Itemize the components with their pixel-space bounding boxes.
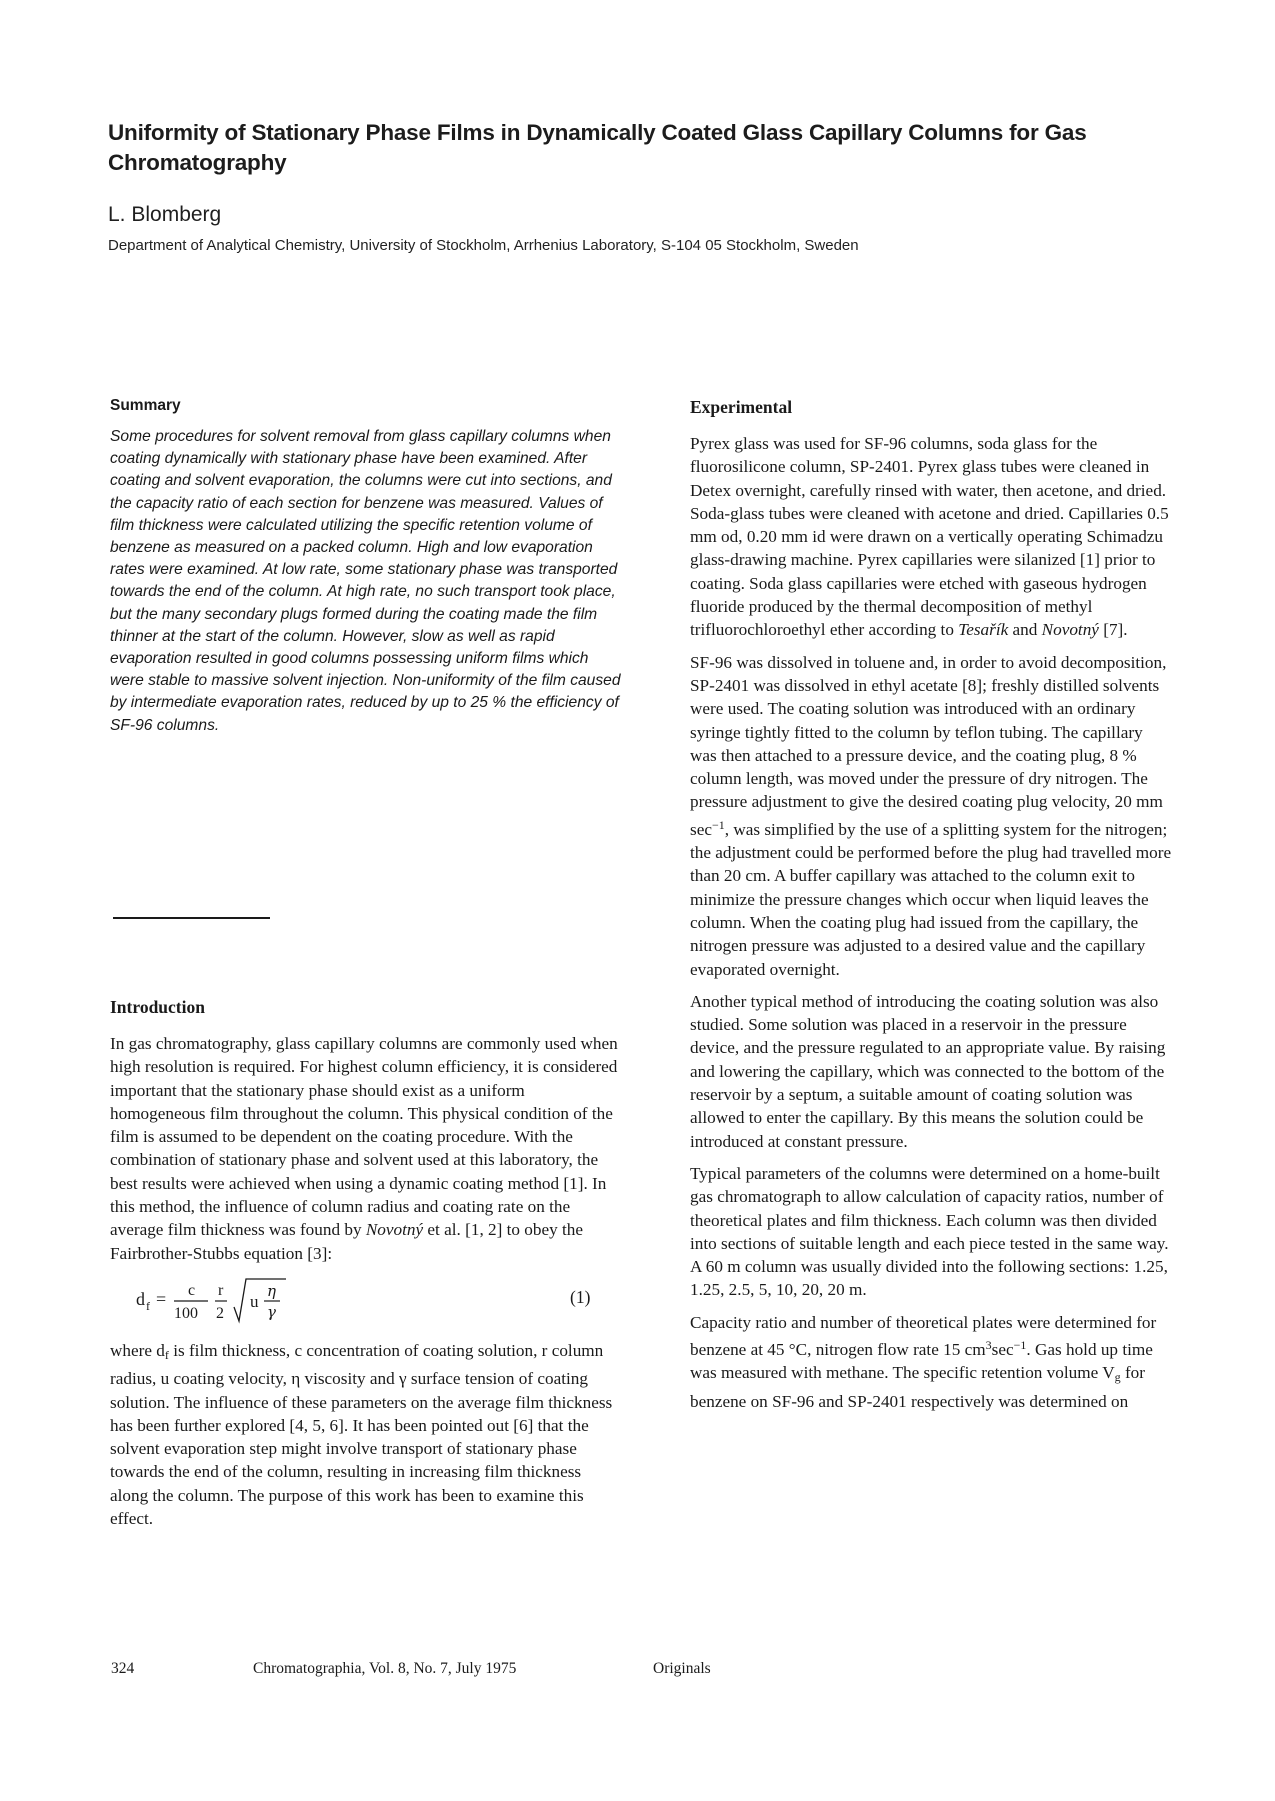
experimental-paragraph-2 <box>690 651 1172 981</box>
introduction-heading: Introduction <box>110 997 205 1017</box>
eq-equals: = <box>156 1288 167 1309</box>
section-label: Originals <box>653 1660 711 1677</box>
exp-p1-text-b: [7]. <box>1103 620 1128 640</box>
exp-p5-sup-1: 3 <box>985 1337 992 1352</box>
exp-p2-text-a: SF-96 was dissolved in toluene and, in order to avoid decomposition, SP-2401 was dissolved in ethyl acetate [8]; freshly distilled solvents were used. The coating solution was introduced with an ordinary syringe tightly fitted to the column by teflon tubing. The capillary was then attached to a pressure device, and the coating plug, 8 % column length, was moved under the pressure of dry nitrogen. The pressure adjustment to give the desired coating plug velocity, 20 mm sec <box>690 652 1167 839</box>
exp-p2-sup: −1 <box>711 817 725 832</box>
eq-numerator-c: c <box>188 1281 196 1299</box>
equation-number: (1) <box>570 1286 591 1307</box>
intro-cited-author: Novotný <box>365 1220 424 1240</box>
experimental-paragraph-1 <box>690 432 1172 642</box>
exp-cited-author-2: Novotný <box>1041 620 1099 640</box>
author-affiliation: Department of Analytical Chemistry, University of Stockholm, Arrhenius Laboratory, S-104 05 Stockholm, Sweden <box>108 237 859 254</box>
exp-p5-sup-2: −1 <box>1013 1337 1027 1352</box>
experimental-paragraph-5 <box>690 1311 1172 1413</box>
paper-title: Uniformity of Stationary Phase Films in Dynamically Coated Glass Capillary Columns for Gas Chromatography <box>108 120 1087 175</box>
intro-p2-sub: f <box>164 1347 169 1362</box>
exp-p1-text-a: Pyrex glass was used for SF-96 columns, soda glass for the fluorosilicone column, SP-2401. Pyrex glass tubes were cleaned in Detex overnight, carefully rinsed with water, then acetone, and dried. Soda-glass tubes were cleaned with acetone and dried. Capillaries 0.5 mm od, 0.20 mm id were drawn on a vertically operating Schimadzu glass-drawing machine. Pyrex capillaries were silanized [1] prior to coating. Soda glass capillaries were etched with gaseous hydrogen fluoride produced by the thermal decomposition of methyl trifluorochloroethyl ether according to <box>690 434 1169 640</box>
exp-p1-and: and <box>1012 620 1038 640</box>
exp-cited-author-1: Tesařík <box>958 620 1009 640</box>
eq-lhs-sub: f <box>146 1298 150 1313</box>
author-name: L. Blomberg <box>108 203 222 226</box>
journal-citation: Chromatographia, Vol. 8, No. 7, July 1975 <box>253 1660 517 1677</box>
eq-lhs: d <box>136 1288 145 1309</box>
introduction-paragraph-2 <box>110 1339 622 1530</box>
intro-text-a: In gas chromatography, glass capillary columns are commonly used when high resolution is required. For highest column efficiency, it is considered important that the stationary phase should exist as a uniform homogeneous film throughout the column. This physical condition of the film is assumed to be dependent on the coating procedure. With the combination of stationary phase and solvent used at this laboratory, the best results were achieved when using a dynamic coating method [1]. In this method, the influence of column radius and coating rate on the average film thickness was found by <box>110 1034 618 1240</box>
introduction-section <box>110 996 622 1530</box>
equation-1 <box>110 1271 622 1333</box>
exp-p5-text-b: sec <box>991 1339 1014 1359</box>
intro-text-b: et al. [1, 2] to obey the Fairbrother-Stubbs equation [3]: <box>110 1220 584 1263</box>
exp-p5-text-a: Capacity ratio and number of theoretical plates were determined for benzene at 45 °C, nitrogen flow rate 15 cm <box>690 1312 1157 1359</box>
summary-heading: Summary <box>110 397 181 414</box>
intro-p2-text-b: is film thickness, c concentration of coating solution, r column radius, u coating velocity, η viscosity and γ surface tension of coating solution. The influence of these parameters on the average film thickness has been further explored [4, 5, 6]. It has been pointed out [6] that the solvent evaporation step might involve transport of stationary phase towards the end of the column, resulting in increasing film thickness along the column. The purpose of this work has been to examine this effect. <box>110 1340 613 1529</box>
exp-p5-sub: g <box>1114 1370 1121 1385</box>
eq-eta: η <box>267 1281 276 1300</box>
introduction-paragraph-1 <box>110 1032 622 1265</box>
eq-denominator-2: 2 <box>216 1304 224 1322</box>
eq-numerator-r: r <box>218 1281 224 1299</box>
summary-text: Some procedures for solvent removal from glass capillary columns when coating dynamically with stationary phase have been examined. After coating and solvent evaporation, the columns were cut into sections, and the capacity ratio of each section for benzene was measured. Values of film thickness were calculated utilizing the specific retention volume of benzene as measured on a packed column. High and low evaporation rates were examined. At low rate, some stationary phase was transported towards the end of the column. At high rate, no such transport took place, but the many secondary plugs formed during the coating made the film thinner at the start of the column. However, slow as well as rapid evaporation resulted in good columns possessing uniform films which were stable to massive solvent injection. Non-uniformity of the film caused by intermediate evaporation rates, reduced by up to 25 % the efficiency of SF-96 columns. <box>110 428 621 734</box>
eq-u: u <box>250 1291 259 1311</box>
eq-gamma: γ <box>267 1302 276 1321</box>
eq-denominator-100: 100 <box>174 1304 198 1322</box>
exp-p5-text-c: . Gas hold up time was measured with methane. The specific retention volume V <box>690 1339 1153 1383</box>
fairbrother-stubbs-equation <box>136 1271 336 1333</box>
eq-sqrt-sign <box>234 1279 286 1321</box>
experimental-section <box>690 396 1172 1422</box>
section-divider <box>113 917 270 919</box>
exp-p2-text-b: , was simplified by the use of a splitting system for the nitrogen; the adjustment could be performed before the plug had travelled more than 20 cm. A buffer capillary was attached to the column exit to minimize the pressure changes which occur when liquid leaves the column. When the coating plug had issued from the capillary, the nitrogen pressure was adjusted to a desired value and the capillary evaporated overnight. <box>690 819 1172 979</box>
page-number: 324 <box>111 1660 135 1677</box>
experimental-paragraph-4: Typical parameters of the columns were determined on a home-built gas chromatograph to allow calculation of capacity ratios, number of theoretical plates and film thickness. Each column was then divided into sections of suitable length and each piece tested in the same way. A 60 m column was usually divided into the following sections: 1.25, 1.25, 2.5, 5, 10, 20, 20 m. <box>690 1163 1169 1300</box>
summary-section <box>110 396 622 737</box>
experimental-heading: Experimental <box>690 397 793 417</box>
intro-p2-text-a: where d <box>110 1340 165 1360</box>
experimental-paragraph-3: Another typical method of introducing the coating solution was also studied. Some solution was placed in a reservoir in the pressure device, and the pressure regulated to an appropriate value. By raising and lowering the capillary, which was connected to the bottom of the reservoir by a septum, a suitable amount of coating solution was allowed to enter the capillary. By this means the solution could be introduced at constant pressure. <box>690 991 1166 1151</box>
exp-p5-text-d: for benzene on SF-96 and SP-2401 respectively was determined on <box>690 1363 1145 1411</box>
